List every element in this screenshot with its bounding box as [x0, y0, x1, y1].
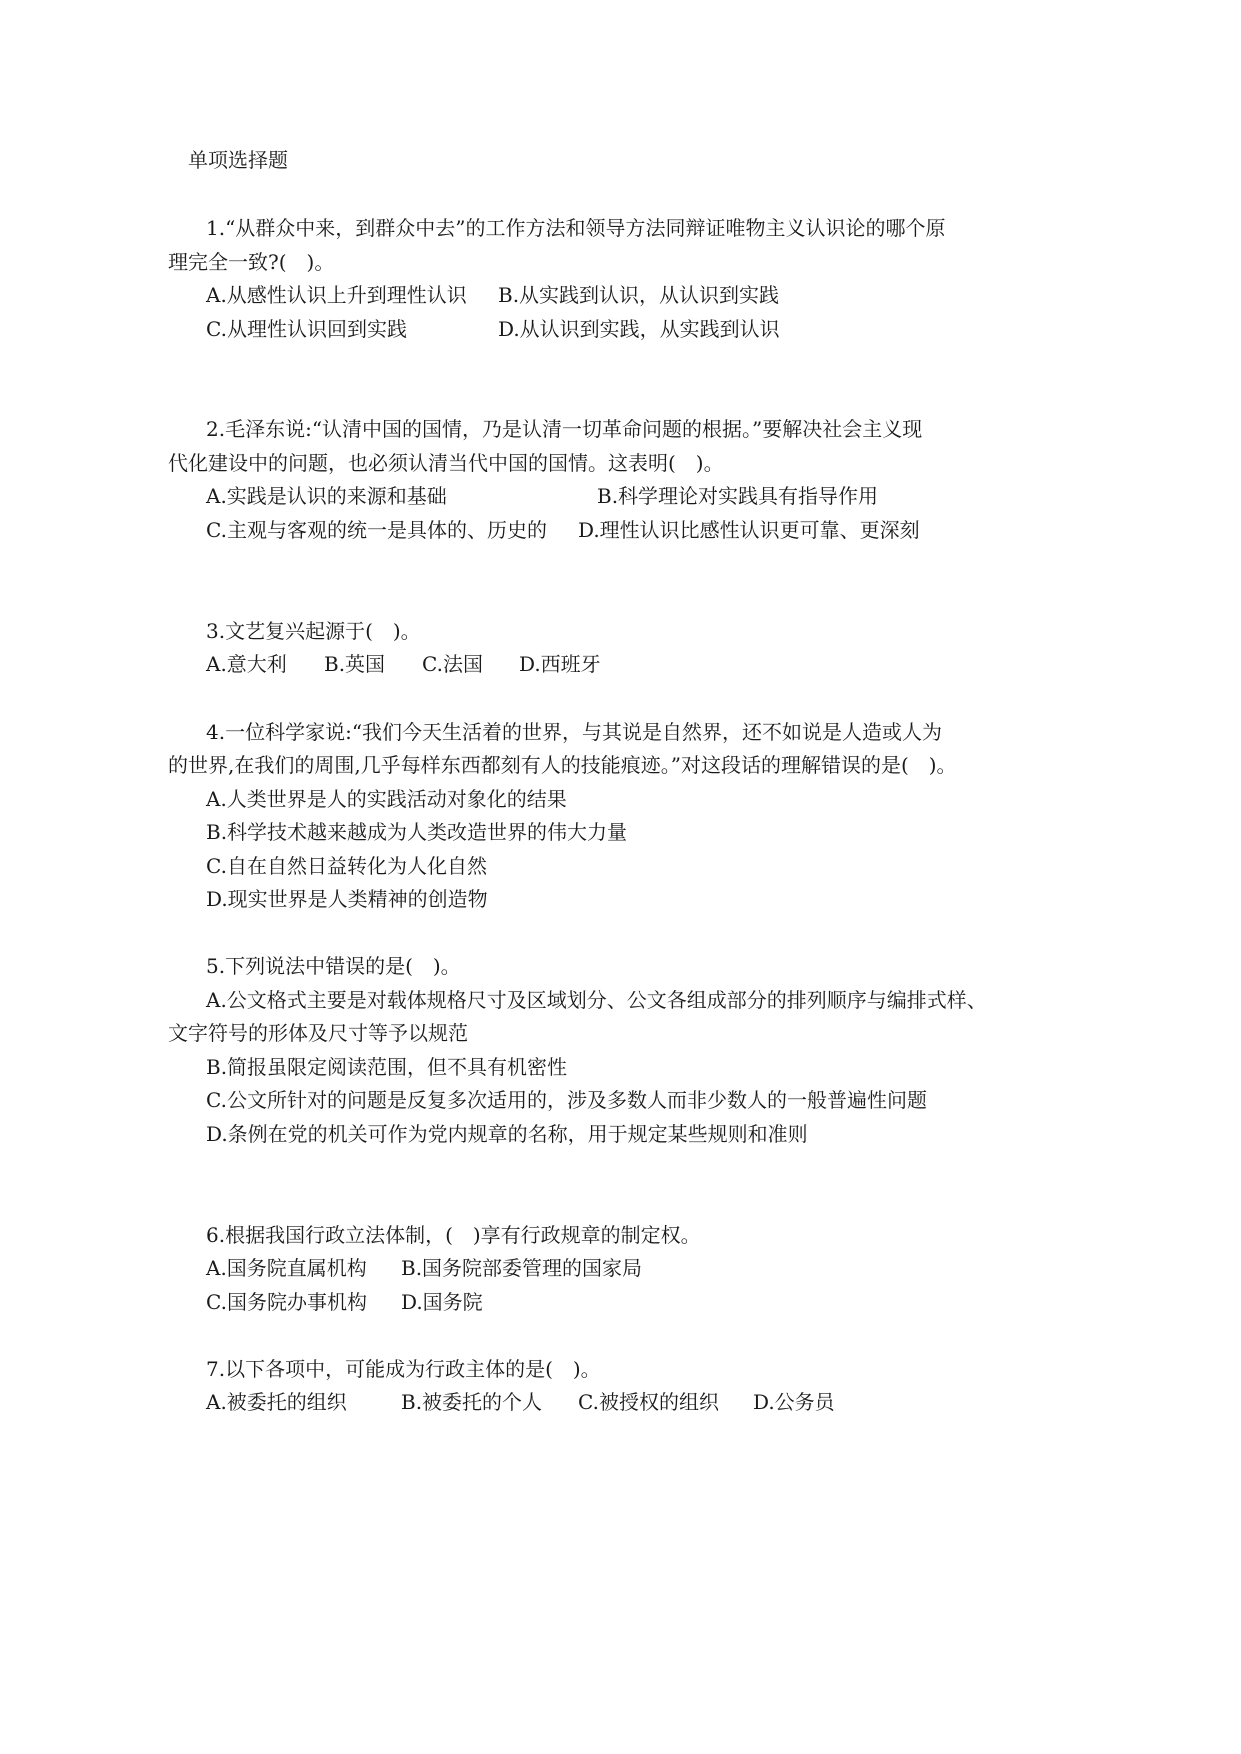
- question-5-option-b: B.简报虽限定阅读范围，但不具有机密性: [206, 1055, 568, 1079]
- question-5-option-a-continued: 文字符号的形体及尺寸等予以规范: [168, 1021, 468, 1045]
- question-6-option-b: B.国务院部委管理的国家局: [401, 1256, 643, 1280]
- question-3-option-a: A.意大利: [206, 652, 287, 676]
- question-6-stem-line-1: 6.根据我国行政立法体制，( )享有行政规章的制定权。: [206, 1223, 701, 1247]
- question-5-option-c: C.公文所针对的问题是反复多次适用的，涉及多数人而非少数人的一般普遍性问题: [206, 1088, 927, 1112]
- question-7-option-d: D.公务员: [753, 1390, 835, 1414]
- question-7-stem-line-1: 7.以下各项中，可能成为行政主体的是( )。: [206, 1357, 601, 1381]
- question-3-option-d: D.西班牙: [519, 652, 601, 676]
- question-2-stem-line-1: 2.毛泽东说:“认清中国的国情，乃是认清一切革命问题的根据。”要解决社会主义现: [206, 417, 923, 441]
- question-6-option-d: D.国务院: [401, 1290, 483, 1314]
- question-1-stem-line-2: 理完全一致?( )。: [168, 250, 335, 274]
- question-6-option-a: A.国务院直属机构: [206, 1256, 367, 1280]
- question-5-option-a: A.公文格式主要是对载体规格尺寸及区域划分、公文各组成部分的排列顺序与编排式样、: [206, 988, 987, 1012]
- question-1-stem-line-1: 1.“从群众中来，到群众中去”的工作方法和领导方法同辩证唯物主义认识论的哪个原: [206, 216, 946, 240]
- question-7-option-c: C.被授权的组织: [578, 1390, 719, 1414]
- question-4-option-c: C.自在自然日益转化为人化自然: [206, 854, 487, 878]
- question-1-option-d: D.从认识到实践，从实践到认识: [498, 317, 780, 341]
- question-1-option-b: B.从实践到认识，从认识到实践: [498, 283, 780, 307]
- question-3-stem-line-1: 3.文艺复兴起源于( )。: [206, 619, 421, 643]
- question-7-option-b: B.被委托的个人: [401, 1390, 543, 1414]
- question-2-option-a: A.实践是认识的来源和基础: [206, 484, 447, 508]
- question-4-option-d: D.现实世界是人类精神的创造物: [206, 887, 488, 911]
- question-2-option-d: D.理性认识比感性认识更可靠、更深刻: [578, 518, 920, 542]
- question-1-option-c: C.从理性认识回到实践: [206, 317, 407, 341]
- section-title: 单项选择题: [188, 148, 288, 172]
- question-6-option-c: C.国务院办事机构: [206, 1290, 367, 1314]
- question-3-option-b: B.英国: [324, 652, 386, 676]
- question-3-option-c: C.法国: [422, 652, 483, 676]
- question-1-option-a: A.从感性认识上升到理性认识: [206, 283, 467, 307]
- question-2-option-c: C.主观与客观的统一是具体的、历史的: [206, 518, 547, 542]
- question-2-option-b: B.科学理论对实践具有指导作用: [597, 484, 879, 508]
- question-7-option-a: A.被委托的组织: [206, 1390, 347, 1414]
- question-4-option-a: A.人类世界是人的实践活动对象化的结果: [206, 787, 567, 811]
- question-4-option-b: B.科学技术越来越成为人类改造世界的伟大力量: [206, 820, 628, 844]
- question-5-stem-line-1: 5.下列说法中错误的是( )。: [206, 954, 461, 978]
- question-4-stem-line-1: 4.一位科学家说:“我们今天生活着的世界，与其说是自然界，还不如说是人造或人为: [206, 720, 943, 744]
- question-5-option-d: D.条例在党的机关可作为党内规章的名称，用于规定某些规则和准则: [206, 1122, 808, 1146]
- question-4-stem-line-2: 的世界,在我们的周围,几乎每样东西都刻有人的技能痕迹。”对这段话的理解错误的是( )。: [168, 753, 957, 777]
- question-2-stem-line-2: 代化建设中的问题，也必须认清当代中国的国情。这表明( )。: [168, 451, 724, 475]
